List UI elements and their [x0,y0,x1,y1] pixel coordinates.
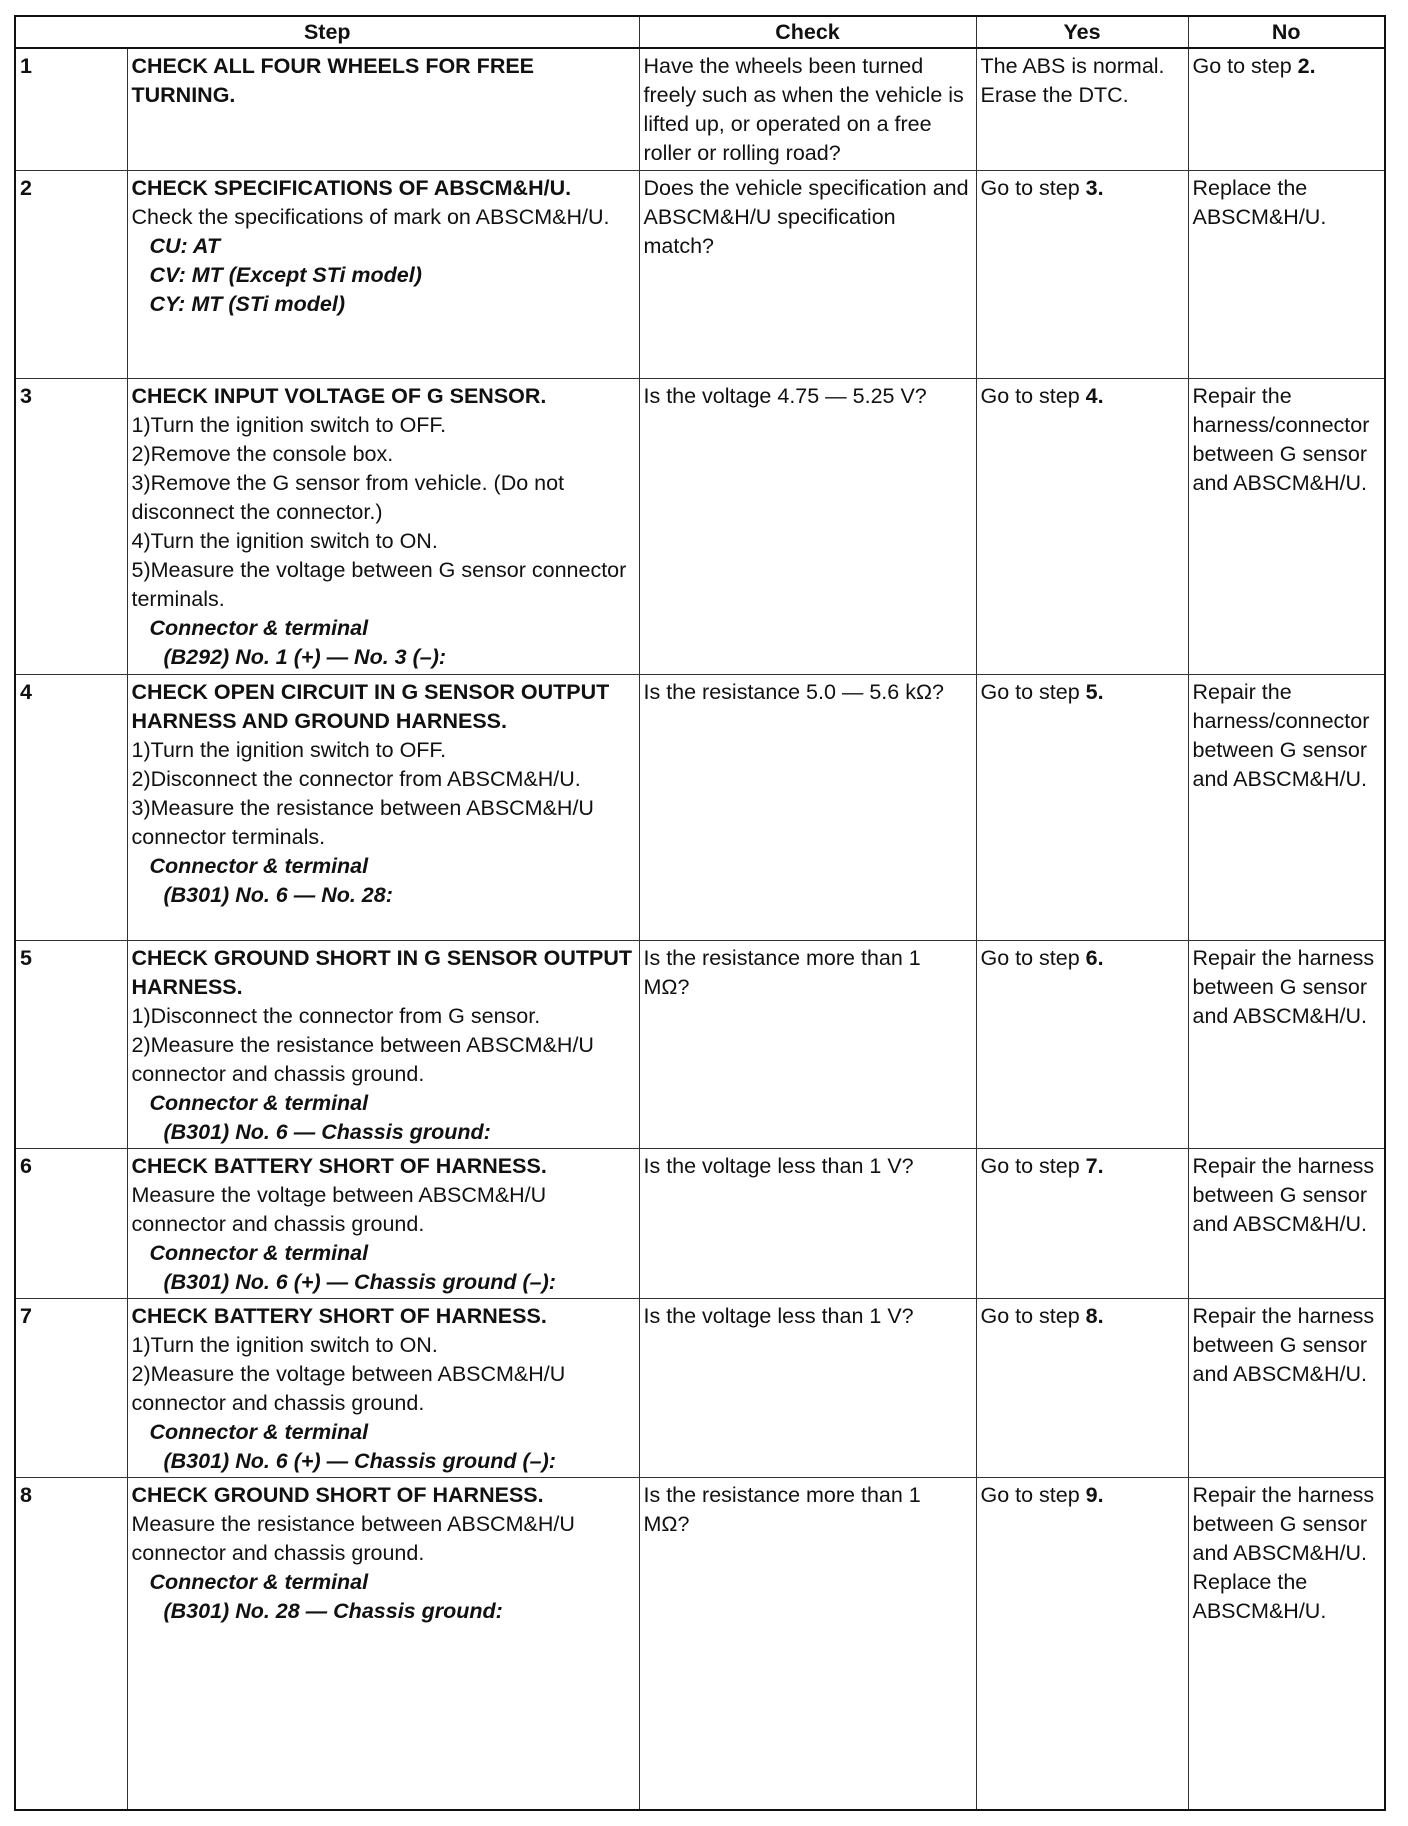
no-cell: Repair the harness between G sensor and ABSCM&H/U. Replace the ABSCM&H/U. [1188,1477,1385,1810]
yes-cell [976,1477,1188,1810]
step-reference: 7. [1085,1153,1104,1178]
step-number: 5 [15,940,127,1148]
connector-label: Connector & terminal [149,1419,369,1444]
table-row [15,1477,1385,1810]
header-no: No [1188,16,1385,48]
step-text: Check the specifications of mark on ABSCM&H/U. [131,204,610,229]
yes-text: Go to step [980,383,1086,408]
step-cell [127,1298,639,1477]
yes-cell [976,940,1188,1148]
step-reference: 4. [1085,383,1104,408]
header-yes: Yes [976,16,1188,48]
table-row [15,170,1385,378]
check-cell: Have the wheels been turned freely such as when the vehicle is lifted up, or operated on a free roller or rolling road? [639,48,976,170]
procedure-line: 4)Turn the ignition switch to ON. [131,528,438,553]
yes-cell [976,170,1188,378]
procedure-line: 1)Disconnect the connector from G sensor. [131,1003,541,1028]
yes-text: Go to step [980,1303,1086,1328]
connector-terminal: (B301) No. 6 — No. 28: [163,882,393,907]
connector-label: Connector & terminal [149,1240,369,1265]
step-reference: 2. [1297,54,1316,78]
check-cell: Is the resistance more than 1 MΩ? [639,1477,976,1810]
step-reference: 5. [1085,679,1104,704]
no-cell: Repair the harness between G sensor and ABSCM&H/U. [1188,1298,1385,1477]
step-heading: CHECK GROUND SHORT IN G SENSOR OUTPUT HARNESS. [131,945,632,999]
table-row [15,378,1385,674]
connector-terminal: (B292) No. 1 (+) — No. 3 (–): [163,644,447,669]
procedure-line: 1)Turn the ignition switch to ON. [131,1332,438,1357]
step-heading: CHECK BATTERY SHORT OF HARNESS. [131,1153,547,1178]
procedure-line: 1)Turn the ignition switch to OFF. [131,737,447,762]
yes-text: Go to step [980,1482,1086,1507]
step-number: 7 [15,1298,127,1477]
procedure-line: 2)Measure the resistance between ABSCM&H/U connector and chassis ground. [131,1032,594,1086]
step-heading: CHECK OPEN CIRCUIT IN G SENSOR OUTPUT HARNESS AND GROUND HARNESS. [131,679,610,733]
check-cell: Is the voltage 4.75 — 5.25 V? [639,378,976,674]
no-cell: Repair the harness between G sensor and ABSCM&H/U. [1188,1148,1385,1298]
procedure-line: 3)Remove the G sensor from vehicle. (Do not disconnect the connector.) [131,470,565,524]
no-cell: Repair the harness/connector between G sensor and ABSCM&H/U. [1188,674,1385,940]
header-row [15,16,1385,48]
step-number: 8 [15,1477,127,1810]
connector-label: Connector & terminal [149,853,369,878]
yes-cell [976,1148,1188,1298]
connector-terminal: (B301) No. 6 — Chassis ground: [163,1119,491,1144]
check-cell: Is the voltage less than 1 V? [639,1148,976,1298]
step-heading: CHECK ALL FOUR WHEELS FOR FREE TURNING. [131,54,535,107]
step-number: 4 [15,674,127,940]
table-row [15,674,1385,940]
spec-line: CU: AT [149,233,220,258]
step-number: 1 [15,48,127,170]
step-cell [127,378,639,674]
step-heading: CHECK BATTERY SHORT OF HARNESS. [131,1303,547,1328]
yes-cell [976,674,1188,940]
table-row [15,940,1385,1148]
yes-text: Go to step [980,1153,1086,1178]
yes-text: Go to step [980,679,1086,704]
procedure-line: 2)Disconnect the connector from ABSCM&H/U. [131,766,581,791]
connector-label: Connector & terminal [149,1569,369,1594]
check-cell: Does the vehicle specification and ABSCM&H/U specification match? [639,170,976,378]
no-cell [1188,48,1385,170]
step-cell [127,674,639,940]
step-cell [127,170,639,378]
step-reference: 3. [1085,175,1104,200]
step-heading: CHECK INPUT VOLTAGE OF G SENSOR. [131,383,547,408]
procedure-line: 2)Remove the console box. [131,441,394,466]
table-row [15,1298,1385,1477]
connector-label: Connector & terminal [149,615,369,640]
connector-terminal: (B301) No. 6 (+) — Chassis ground (–): [163,1448,556,1473]
step-text: Measure the voltage between ABSCM&H/U connector and chassis ground. [131,1182,547,1236]
procedure-line: 2)Measure the voltage between ABSCM&H/U connector and chassis ground. [131,1361,566,1415]
check-cell: Is the resistance 5.0 — 5.6 kΩ? [639,674,976,940]
step-cell [127,1148,639,1298]
step-cell [127,940,639,1148]
no-cell: Replace the ABSCM&H/U. [1188,170,1385,378]
step-reference: 8. [1085,1303,1104,1328]
step-number: 6 [15,1148,127,1298]
connector-terminal: (B301) No. 6 (+) — Chassis ground (–): [163,1269,556,1294]
header-step: Step [15,16,639,48]
yes-cell [976,378,1188,674]
step-heading: CHECK GROUND SHORT OF HARNESS. [131,1482,544,1507]
procedure-line: 5)Measure the voltage between G sensor connector terminals. [131,557,627,611]
check-cell: Is the voltage less than 1 V? [639,1298,976,1477]
step-heading: CHECK SPECIFICATIONS OF ABSCM&H/U. [131,175,572,200]
yes-text: Go to step [980,175,1086,200]
procedure-line: 3)Measure the resistance between ABSCM&H/U connector terminals. [131,795,594,849]
check-cell: Is the resistance more than 1 MΩ? [639,940,976,1148]
table-row [15,48,1385,170]
no-cell: Repair the harness/connector between G sensor and ABSCM&H/U. [1188,378,1385,674]
step-text: Measure the resistance between ABSCM&H/U connector and chassis ground. [131,1511,575,1565]
diagnostic-table [14,15,1386,1811]
yes-text: Go to step [980,945,1086,970]
step-cell [127,1477,639,1810]
step-reference: 9. [1085,1482,1104,1507]
procedure-line: 1)Turn the ignition switch to OFF. [131,412,447,437]
table-row [15,1148,1385,1298]
yes-cell: The ABS is normal. Erase the DTC. [976,48,1188,170]
step-number: 3 [15,378,127,674]
no-cell: Repair the harness between G sensor and ABSCM&H/U. [1188,940,1385,1148]
step-cell [127,48,639,170]
no-text: Go to step [1192,54,1298,78]
connector-label: Connector & terminal [149,1090,369,1115]
connector-terminal: (B301) No. 28 — Chassis ground: [163,1598,503,1623]
yes-cell [976,1298,1188,1477]
step-number: 2 [15,170,127,378]
header-check: Check [639,16,976,48]
spec-line: CY: MT (STi model) [149,291,345,316]
spec-line: CV: MT (Except STi model) [149,262,422,287]
step-reference: 6. [1085,945,1104,970]
